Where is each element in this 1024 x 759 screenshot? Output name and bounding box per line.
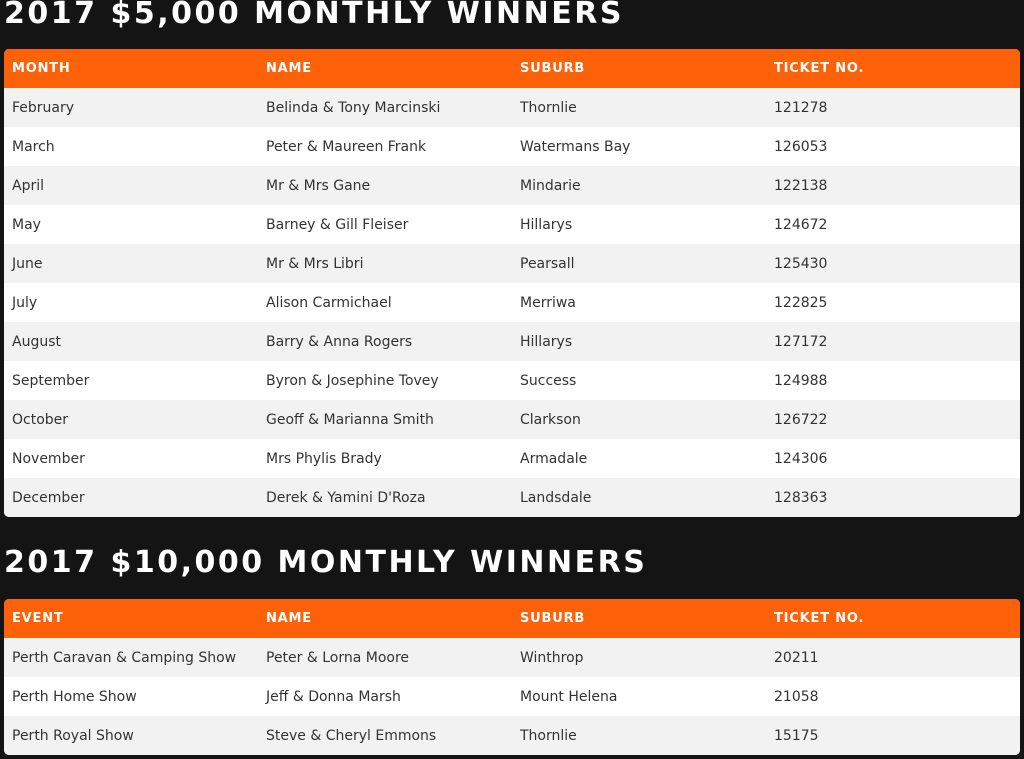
column-header-suburb: SUBURB bbox=[520, 611, 586, 626]
column-header-month: MONTH bbox=[12, 61, 71, 76]
table-header-row bbox=[4, 49, 1020, 88]
cell-ticket-number: 127172 bbox=[774, 333, 828, 350]
cell-suburb: Pearsall bbox=[520, 255, 575, 272]
table-row bbox=[4, 439, 1020, 478]
table-row bbox=[4, 400, 1020, 439]
cell-suburb: Watermans Bay bbox=[520, 138, 631, 155]
cell-ticket-number: 125430 bbox=[774, 255, 828, 272]
cell-suburb: Armadale bbox=[520, 450, 588, 467]
cell-ticket-number: 122138 bbox=[774, 177, 828, 194]
cell-suburb: Landsdale bbox=[520, 489, 592, 506]
cell-name: Peter & Lorna Moore bbox=[266, 649, 410, 666]
column-header-ticket: TICKET NO. bbox=[774, 61, 865, 76]
cell-name: Mr & Mrs Gane bbox=[266, 177, 371, 194]
cell-name: Peter & Maureen Frank bbox=[266, 138, 427, 155]
cell-name: Steve & Cheryl Emmons bbox=[266, 727, 437, 744]
cell-month: March bbox=[12, 138, 55, 155]
cell-month: December bbox=[12, 489, 85, 506]
section-title-10000: 2017 $10,000 MONTHLY WINNERS bbox=[4, 545, 648, 580]
cell-name: Belinda & Tony Marcinski bbox=[266, 99, 441, 116]
cell-month: July bbox=[12, 294, 38, 311]
cell-ticket-number: 124672 bbox=[774, 216, 828, 233]
cell-ticket-number: 21058 bbox=[774, 688, 819, 705]
table-row bbox=[4, 322, 1020, 361]
table-row bbox=[4, 88, 1020, 127]
winners-table-5000 bbox=[4, 49, 1020, 517]
cell-name: Geoff & Marianna Smith bbox=[266, 411, 434, 428]
cell-month: August bbox=[12, 333, 61, 350]
winners-table-10000 bbox=[4, 599, 1020, 755]
cell-name: Derek & Yamini D'Roza bbox=[266, 489, 426, 506]
column-header-name: NAME bbox=[266, 611, 312, 626]
cell-suburb: Thornlie bbox=[520, 99, 577, 116]
cell-suburb: Mindarie bbox=[520, 177, 581, 194]
cell-ticket-number: 124988 bbox=[774, 372, 828, 389]
cell-name: Mrs Phylis Brady bbox=[266, 450, 382, 467]
table-row bbox=[4, 677, 1020, 716]
cell-suburb: Mount Helena bbox=[520, 688, 618, 705]
cell-suburb: Hillarys bbox=[520, 216, 573, 233]
cell-ticket-number: 122825 bbox=[774, 294, 828, 311]
column-header-name: NAME bbox=[266, 61, 312, 76]
cell-ticket-number: 20211 bbox=[774, 649, 819, 666]
table-header-row bbox=[4, 599, 1020, 638]
cell-name: Byron & Josephine Tovey bbox=[266, 372, 439, 389]
cell-suburb: Merriwa bbox=[520, 294, 576, 311]
cell-ticket-number: 124306 bbox=[774, 450, 828, 467]
table-row bbox=[4, 716, 1020, 755]
cell-month: September bbox=[12, 372, 90, 389]
cell-ticket-number: 121278 bbox=[774, 99, 828, 116]
section-title-5000: 2017 $5,000 MONTHLY WINNERS bbox=[4, 0, 624, 31]
cell-event: Perth Home Show bbox=[12, 688, 137, 705]
cell-suburb: Clarkson bbox=[520, 411, 581, 428]
column-header-event: EVENT bbox=[12, 611, 64, 626]
cell-name: Barney & Gill Fleiser bbox=[266, 216, 409, 233]
table-row bbox=[4, 205, 1020, 244]
table-row bbox=[4, 361, 1020, 400]
cell-suburb: Success bbox=[520, 372, 577, 389]
cell-suburb: Winthrop bbox=[520, 649, 584, 666]
table-row bbox=[4, 166, 1020, 205]
table-row bbox=[4, 244, 1020, 283]
cell-event: Perth Royal Show bbox=[12, 727, 134, 744]
cell-month: April bbox=[12, 177, 44, 194]
cell-month: June bbox=[12, 255, 43, 272]
cell-month: October bbox=[12, 411, 69, 428]
cell-suburb: Thornlie bbox=[520, 727, 577, 744]
cell-suburb: Hillarys bbox=[520, 333, 573, 350]
cell-name: Mr & Mrs Libri bbox=[266, 255, 364, 272]
cell-month: February bbox=[12, 99, 75, 116]
column-header-suburb: SUBURB bbox=[520, 61, 586, 76]
cell-ticket-number: 126053 bbox=[774, 138, 828, 155]
table-row bbox=[4, 478, 1020, 517]
table-row bbox=[4, 638, 1020, 677]
cell-ticket-number: 126722 bbox=[774, 411, 828, 428]
cell-month: November bbox=[12, 450, 85, 467]
table-row bbox=[4, 127, 1020, 166]
cell-month: May bbox=[12, 216, 41, 233]
cell-name: Jeff & Donna Marsh bbox=[266, 688, 401, 705]
cell-event: Perth Caravan & Camping Show bbox=[12, 649, 237, 666]
cell-name: Barry & Anna Rogers bbox=[266, 333, 413, 350]
cell-ticket-number: 15175 bbox=[774, 727, 819, 744]
column-header-ticket: TICKET NO. bbox=[774, 611, 865, 626]
cell-ticket-number: 128363 bbox=[774, 489, 828, 506]
table-row bbox=[4, 283, 1020, 322]
cell-name: Alison Carmichael bbox=[266, 294, 392, 311]
